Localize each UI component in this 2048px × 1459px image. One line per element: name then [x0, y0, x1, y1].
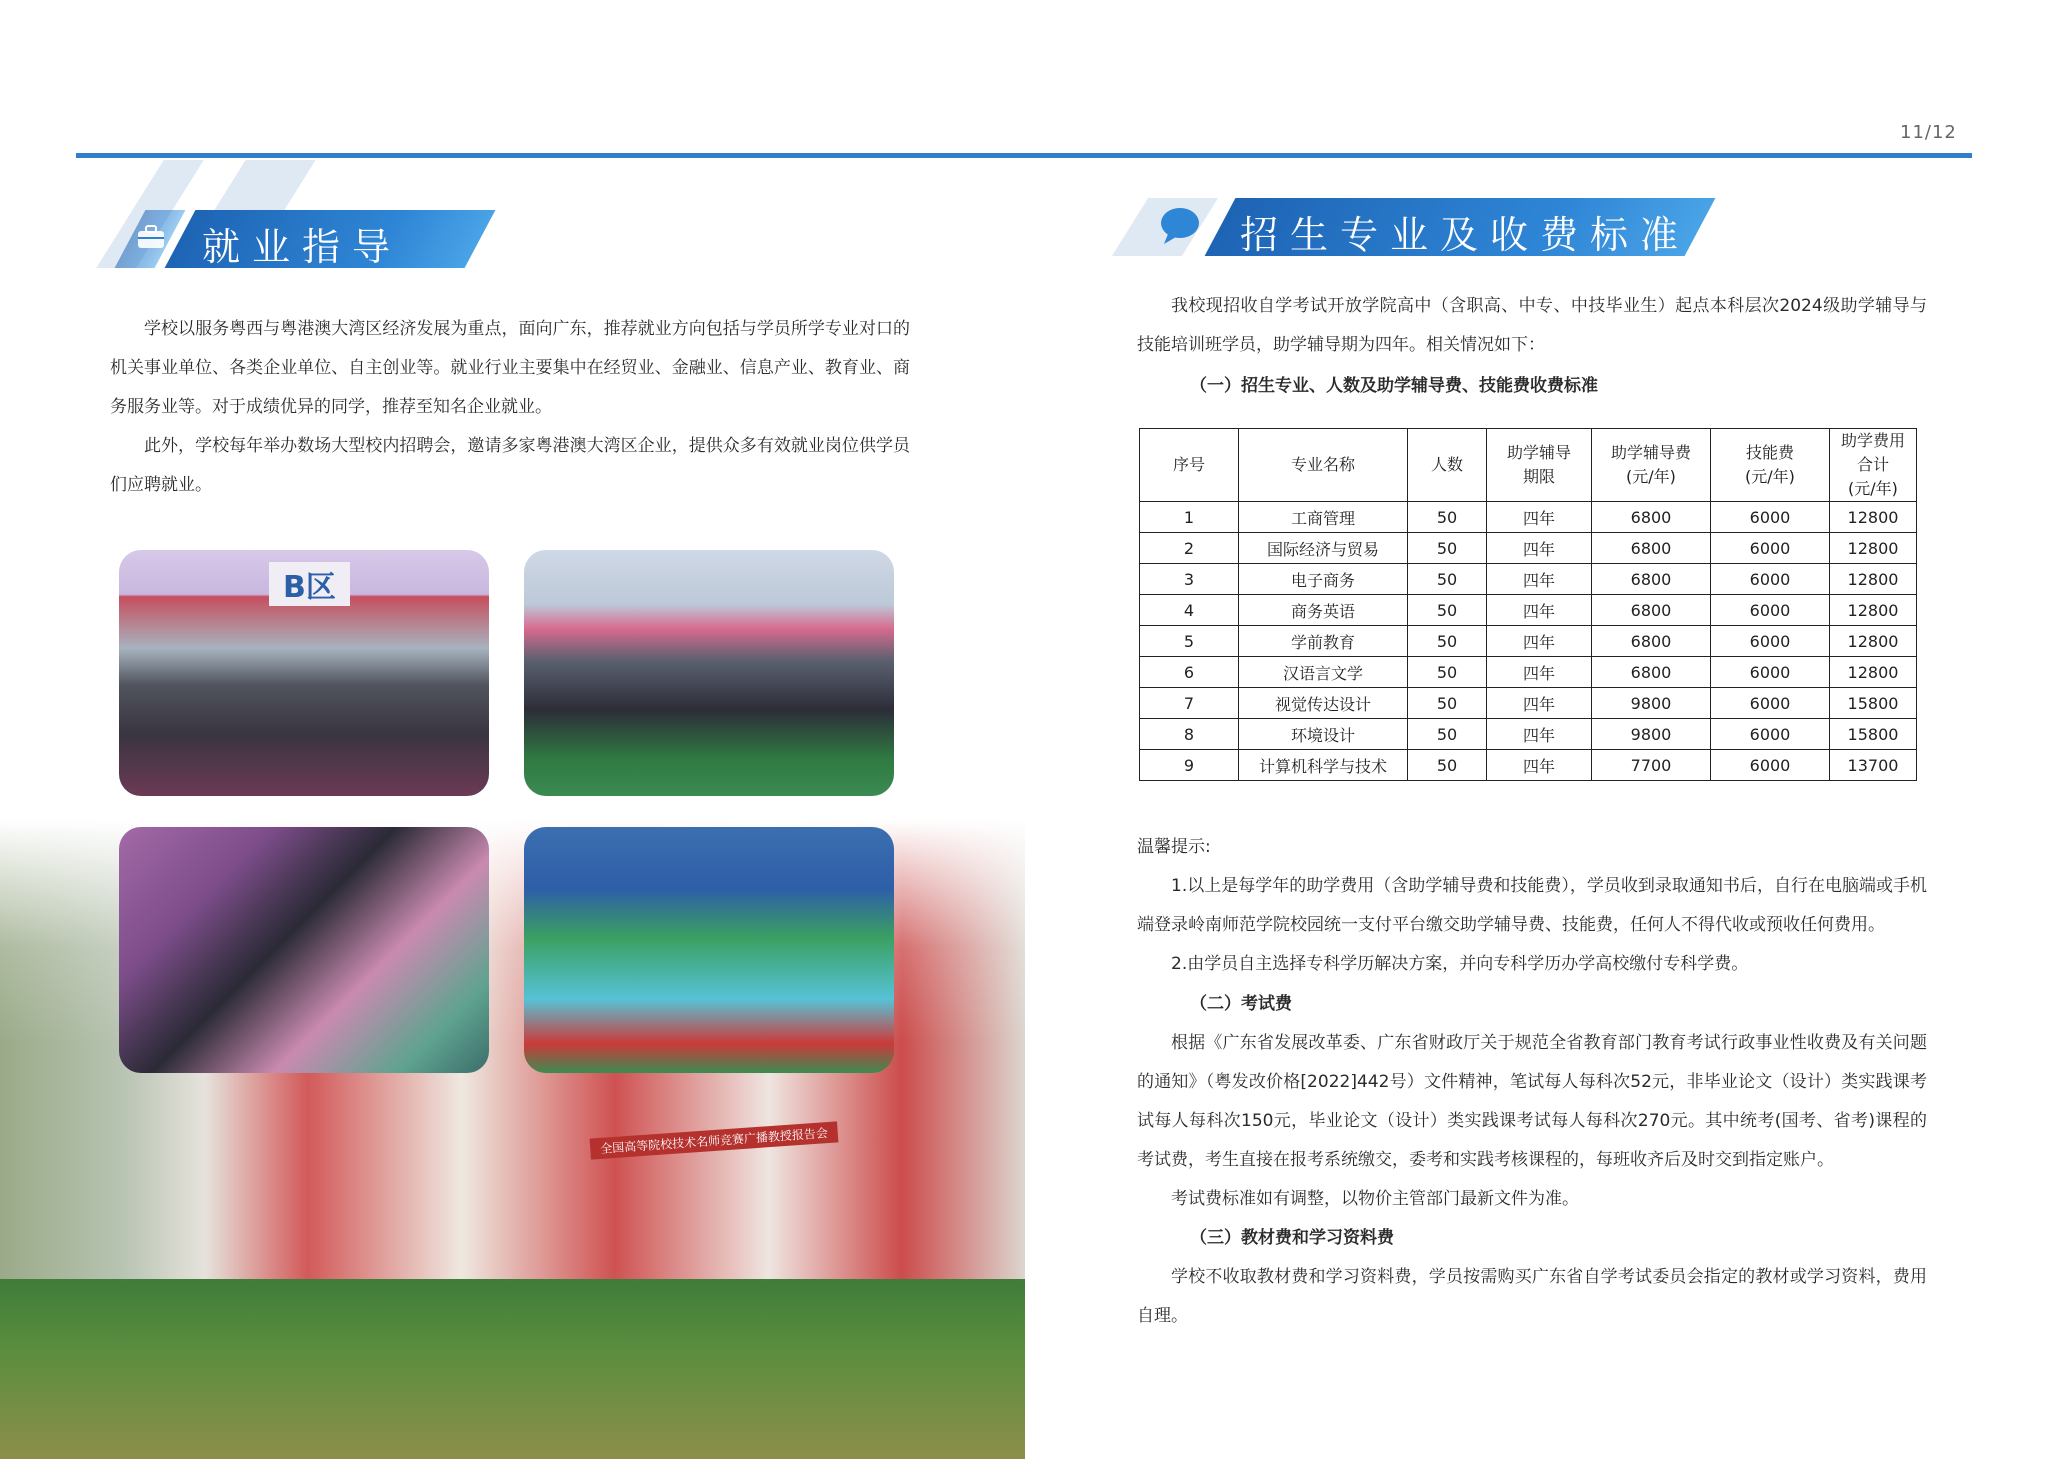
table-cell: 13700 [1830, 750, 1917, 781]
table-cell: 6800 [1592, 626, 1711, 657]
heading-enrollment-fees: （一）招生专业、人数及助学辅导费、技能费收费标准 [1190, 376, 1598, 396]
table-cell: 国际经济与贸易 [1239, 533, 1408, 564]
header-label: (元/年) [1745, 467, 1795, 486]
table-cell: 7700 [1592, 750, 1711, 781]
table-cell: 6000 [1711, 750, 1830, 781]
header-cell [1487, 429, 1592, 502]
header-label: 人数 [1430, 455, 1463, 474]
table-cell: 学前教育 [1239, 626, 1408, 657]
table-cell: 四年 [1487, 688, 1592, 719]
table-cell: 6000 [1711, 657, 1830, 688]
table-cell: 7 [1140, 688, 1239, 719]
table-cell: 环境设计 [1239, 719, 1408, 750]
header-label: (元/年) [1626, 467, 1676, 486]
exam-fee-note: 考试费标准如有调整，以物价主管部门最新文件为准。 [1171, 1189, 1579, 1209]
table-cell: 12800 [1830, 626, 1917, 657]
table-cell: 6800 [1592, 657, 1711, 688]
table-cell: 6800 [1592, 533, 1711, 564]
employment-paragraph-2: 此外，学校每年举办数场大型校内招聘会，邀请多家粤港澳大湾区企业，提供众多有效就业岗位供学员们应聘就业。 [110, 436, 910, 495]
table-cell: 汉语言文学 [1239, 657, 1408, 688]
table-cell: 12800 [1830, 595, 1917, 626]
header-label: 助学费用合计 [1840, 431, 1905, 474]
campus-lawn [0, 1279, 1025, 1459]
table-cell: 6000 [1711, 719, 1830, 750]
table-cell: 视觉传达设计 [1239, 688, 1408, 719]
banner-stripe [214, 160, 315, 210]
heading-exam-fee: （二）考试费 [1190, 994, 1292, 1014]
table-cell: 电子商务 [1239, 564, 1408, 595]
job-fair-photo-2 [524, 550, 894, 796]
table-row [1140, 533, 1917, 564]
table-row [1140, 502, 1917, 533]
header-cell [1830, 429, 1917, 502]
header-label: 技能费 [1745, 443, 1794, 462]
header-cell [1239, 429, 1408, 502]
table-cell: 6800 [1592, 502, 1711, 533]
table-cell: 6000 [1711, 688, 1830, 719]
table-cell: 3 [1140, 564, 1239, 595]
table-cell: 四年 [1487, 626, 1592, 657]
table-cell: 9800 [1592, 688, 1711, 719]
table-cell: 4 [1140, 595, 1239, 626]
enrollment-intro: 我校现招收自学考试开放学院高中（含职高、中专、中技毕业生）起点本科层次2024级助学辅导与技能培训班学员，助学辅导期为四年。相关情况如下： [1137, 296, 1927, 355]
table-cell: 12800 [1830, 502, 1917, 533]
table-cell: 12800 [1830, 533, 1917, 564]
fee-table-header-row [1140, 429, 1917, 502]
table-cell: 12800 [1830, 657, 1917, 688]
table-cell: 50 [1408, 626, 1487, 657]
table-cell: 工商管理 [1239, 502, 1408, 533]
header-label: 期限 [1522, 467, 1555, 486]
table-cell: 四年 [1487, 595, 1592, 626]
table-cell: 6000 [1711, 595, 1830, 626]
table-row [1140, 595, 1917, 626]
table-row [1140, 719, 1917, 750]
table-cell: 6000 [1711, 502, 1830, 533]
header-cell [1140, 429, 1239, 502]
header-label: 助学辅导 [1506, 443, 1571, 462]
booth-sign: B区 [269, 562, 350, 606]
materials-paragraph: 学校不收取教材费和学习资料费，学员按需购买广东省自学考试委员会指定的教材或学习资料，费用自理。 [1137, 1267, 1927, 1326]
briefcase-icon [136, 224, 166, 254]
tip-1: 1.以上是每学年的助学费用（含助学辅导费和技能费），学员收到录取通知书后，自行在电脑端或手机端登录岭南师范学院校园统一支付平台缴交助学辅导费、技能费，任何人不得代收或预收任何费用。 [1137, 876, 1927, 935]
top-divider [76, 153, 1972, 158]
table-cell: 四年 [1487, 719, 1592, 750]
header-label: 助学辅导费 [1610, 443, 1691, 462]
table-cell: 四年 [1487, 533, 1592, 564]
tip-2: 2.由学员自主选择专科学历解决方案，并向专科学历办学高校缴付专科学费。 [1171, 954, 1749, 974]
employment-paragraph-1: 学校以服务粤西与粤港澳大湾区经济发展为重点，面向广东，推荐就业方向包括与学员所学专业对口的机关事业单位、各类企业单位、自主创业等。就业行业主要集中在经贸业、金融业、信息产业、教育业、商务服务业等。对于成绩优异的同学，推荐至知名企业就业。 [110, 319, 910, 417]
header-label: 专业名称 [1290, 455, 1355, 474]
header-cell [1711, 429, 1830, 502]
table-cell: 50 [1408, 533, 1487, 564]
table-cell: 50 [1408, 688, 1487, 719]
header-cell [1592, 429, 1711, 502]
job-fair-photo-1 [119, 550, 489, 796]
page-number: 11/12 [1900, 122, 1957, 143]
table-row [1140, 564, 1917, 595]
section-title-employment: 就业指导 [202, 225, 403, 269]
table-row [1140, 626, 1917, 657]
table-cell: 6800 [1592, 564, 1711, 595]
table-cell: 6 [1140, 657, 1239, 688]
right-section-banner [1110, 198, 1720, 256]
table-cell: 四年 [1487, 750, 1592, 781]
header-label: 序号 [1172, 455, 1205, 474]
table-cell: 四年 [1487, 564, 1592, 595]
exam-fee-paragraph: 根据《广东省发展改革委、广东省财政厅关于规范全省教育部门教育考试行政事业性收费及有关问题的通知》（粤发改价格[2022]442号）文件精神，笔试每人每科次52元，非毕业论文（设计）类实践课考试每人每科次150元，毕业论文（设计）类实践课考试每人每科次270元。其中统考(国考、省考)课程的考试费，考生直接在报考系统缴交，委考和实践考核课程的，每班收齐后及时交到指定账户。 [1137, 1033, 1927, 1170]
table-cell: 9 [1140, 750, 1239, 781]
table-cell: 6800 [1592, 595, 1711, 626]
table-cell: 2 [1140, 533, 1239, 564]
job-fair-photo-4 [524, 827, 894, 1073]
table-cell: 50 [1408, 502, 1487, 533]
tips-label: 温馨提示: [1137, 837, 1211, 857]
table-cell: 50 [1408, 595, 1487, 626]
table-cell: 6000 [1711, 564, 1830, 595]
table-cell: 12800 [1830, 564, 1917, 595]
header-cell [1408, 429, 1487, 502]
heading-materials-fee: （三）教材费和学习资料费 [1190, 1228, 1394, 1248]
table-cell: 50 [1408, 657, 1487, 688]
header-label: (元/年) [1848, 479, 1898, 498]
table-cell: 9800 [1592, 719, 1711, 750]
table-cell: 15800 [1830, 719, 1917, 750]
fee-table [1139, 428, 1917, 781]
job-fair-photo-3 [119, 827, 489, 1073]
table-cell: 四年 [1487, 502, 1592, 533]
table-cell: 50 [1408, 564, 1487, 595]
speech-bubble-icon [1158, 206, 1202, 250]
left-section-banner [90, 210, 510, 268]
table-cell: 四年 [1487, 657, 1592, 688]
table-row [1140, 657, 1917, 688]
table-row [1140, 688, 1917, 719]
table-cell: 5 [1140, 626, 1239, 657]
table-cell: 8 [1140, 719, 1239, 750]
table-cell: 计算机科学与技术 [1239, 750, 1408, 781]
table-cell: 6000 [1711, 533, 1830, 564]
table-row [1140, 750, 1917, 781]
section-title-enrollment: 招生专业及收费标准 [1240, 213, 1691, 257]
table-cell: 50 [1408, 719, 1487, 750]
table-cell: 50 [1408, 750, 1487, 781]
campus-banner-text: 全国高等院校技术名师竞赛广播教授报告会 [590, 1121, 839, 1159]
table-cell: 6000 [1711, 626, 1830, 657]
table-cell: 15800 [1830, 688, 1917, 719]
table-cell: 商务英语 [1239, 595, 1408, 626]
table-cell: 1 [1140, 502, 1239, 533]
